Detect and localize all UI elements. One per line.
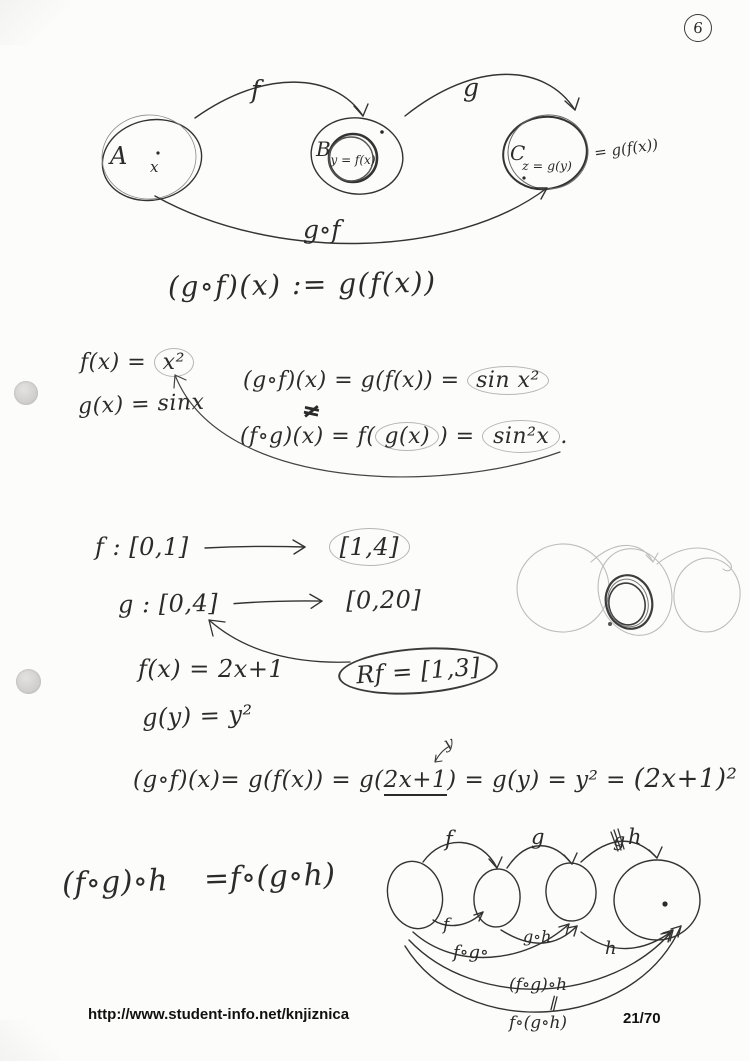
assoc-scribbled-g-label: g — [613, 829, 626, 851]
assoc-inner-h-label: h — [605, 938, 617, 959]
hole-punch-bottom — [16, 669, 41, 694]
arrow-f — [195, 75, 368, 118]
poly-g-def-text: g(y) = y² — [141, 700, 254, 732]
f-def-prefix: f(x) = — [80, 350, 147, 375]
assoc-equals: = — [203, 860, 231, 897]
composition-diagram — [55, 68, 745, 268]
circled-page-number-text: 6 — [692, 18, 704, 38]
c-side-note: = g(f(x)) — [593, 135, 660, 162]
assoc-rhs: f∘(g∘h) — [229, 857, 337, 896]
arrow-gof — [155, 188, 547, 244]
assoc-lhs: (f∘g)∘h — [61, 863, 169, 902]
footer-page-number — [623, 1010, 661, 1027]
eq2-prefix: (f∘g)(x) = f( — [240, 424, 376, 449]
footer-url — [88, 1006, 349, 1023]
long-arrow-f — [203, 538, 315, 556]
poly-eq-result: (2x+1)² — [633, 764, 738, 794]
assoc-inner-fog-label: f∘g∘ — [453, 942, 489, 963]
range-note-circled: Rf = [1,3] — [337, 642, 500, 699]
set-c-label: C — [510, 141, 526, 165]
poly-eq-middle: ) = g(y) = y² = — [447, 767, 626, 793]
eq2-period: . — [560, 424, 568, 449]
not-equal-text: ≠ — [299, 396, 324, 426]
pencil-doodle — [495, 520, 750, 650]
arrow-g — [405, 73, 579, 116]
poly-g-def — [142, 700, 254, 732]
g-def-text: g(x) = sinx — [77, 389, 205, 420]
eq1-result-circled: sin x² — [467, 366, 549, 395]
set-b-blob — [306, 112, 408, 200]
f-def-circled: x² — [154, 348, 194, 377]
associativity-equation — [61, 857, 336, 902]
poly-eq-prefix: (g∘f)(x)= g(f(x)) = g( — [133, 767, 384, 793]
scan-streak-top-left — [0, 0, 70, 45]
circled-page-number — [682, 12, 714, 44]
eq2-gx-circled: g(x) — [375, 422, 439, 451]
assoc-top-arcs — [423, 825, 662, 868]
f-range-circled: [1,4] — [329, 528, 410, 566]
assoc-inner-f-label: f — [443, 915, 450, 935]
assoc-arc-f-goh-label: f∘(g∘h) — [509, 1013, 568, 1033]
arrow-gof-label: g∘f — [303, 215, 341, 244]
g-domain-text: g : [0,4] — [117, 588, 219, 619]
point-x-label: x — [150, 158, 159, 176]
assoc-inner-arcs — [413, 912, 671, 963]
eq2-result-circled: sin²x — [482, 420, 560, 453]
eq1-prefix: (g∘f)(x) = g(f(x)) = — [243, 368, 460, 393]
set-a-label: A — [110, 142, 128, 170]
assoc-top-g-label: g — [531, 825, 545, 849]
scan-streak-bottom-left — [0, 1020, 60, 1061]
b-inner-text: y = f(x) — [330, 153, 376, 167]
y-annotation-arrow — [430, 742, 454, 766]
hole-punch-top — [14, 381, 38, 405]
assoc-arc-fog-h-label: (f∘g)∘h — [509, 975, 568, 995]
f-domain-text: f : [0,1] — [95, 533, 189, 561]
long-arrow-g — [232, 592, 332, 612]
poly-f-def — [138, 655, 284, 683]
set-c-blob — [497, 110, 659, 195]
assoc-top-h-label: h — [628, 825, 642, 849]
arrow-g-label: g — [463, 73, 480, 102]
footer-url-text: http://www.student-info.net/knjiznica — [88, 1006, 350, 1023]
y-annotation-text: y — [441, 731, 457, 754]
assoc-top-f-label: f — [445, 827, 453, 851]
poly-f-def-text: f(x) = 2x+1 — [138, 655, 285, 683]
arrow-f-label: f — [251, 75, 261, 104]
interval-row-f — [95, 528, 410, 566]
curvy-reference-arrow — [140, 360, 570, 485]
footer-page-number-text: 21/70 — [623, 1010, 661, 1027]
definition-equation-text: (g∘f)(x) := g(f(x)) — [167, 265, 437, 304]
assoc-parallel-mark: ∥ — [548, 993, 560, 1014]
set-b-label: B — [316, 137, 331, 161]
eq2-close: ) = — [439, 424, 475, 449]
poly-long-equation — [133, 764, 737, 794]
c-inner-text: z = g(y) — [522, 158, 572, 173]
range-note — [338, 648, 498, 694]
definition-equation — [168, 266, 437, 304]
set-a-blob — [95, 110, 209, 209]
associativity-diagram — [385, 825, 747, 1048]
poly-eq-underlined: 2x+1 — [384, 767, 448, 796]
g-range-text: [0,20] — [345, 585, 422, 615]
assoc-inner-goh-label: g∘h — [523, 927, 552, 946]
